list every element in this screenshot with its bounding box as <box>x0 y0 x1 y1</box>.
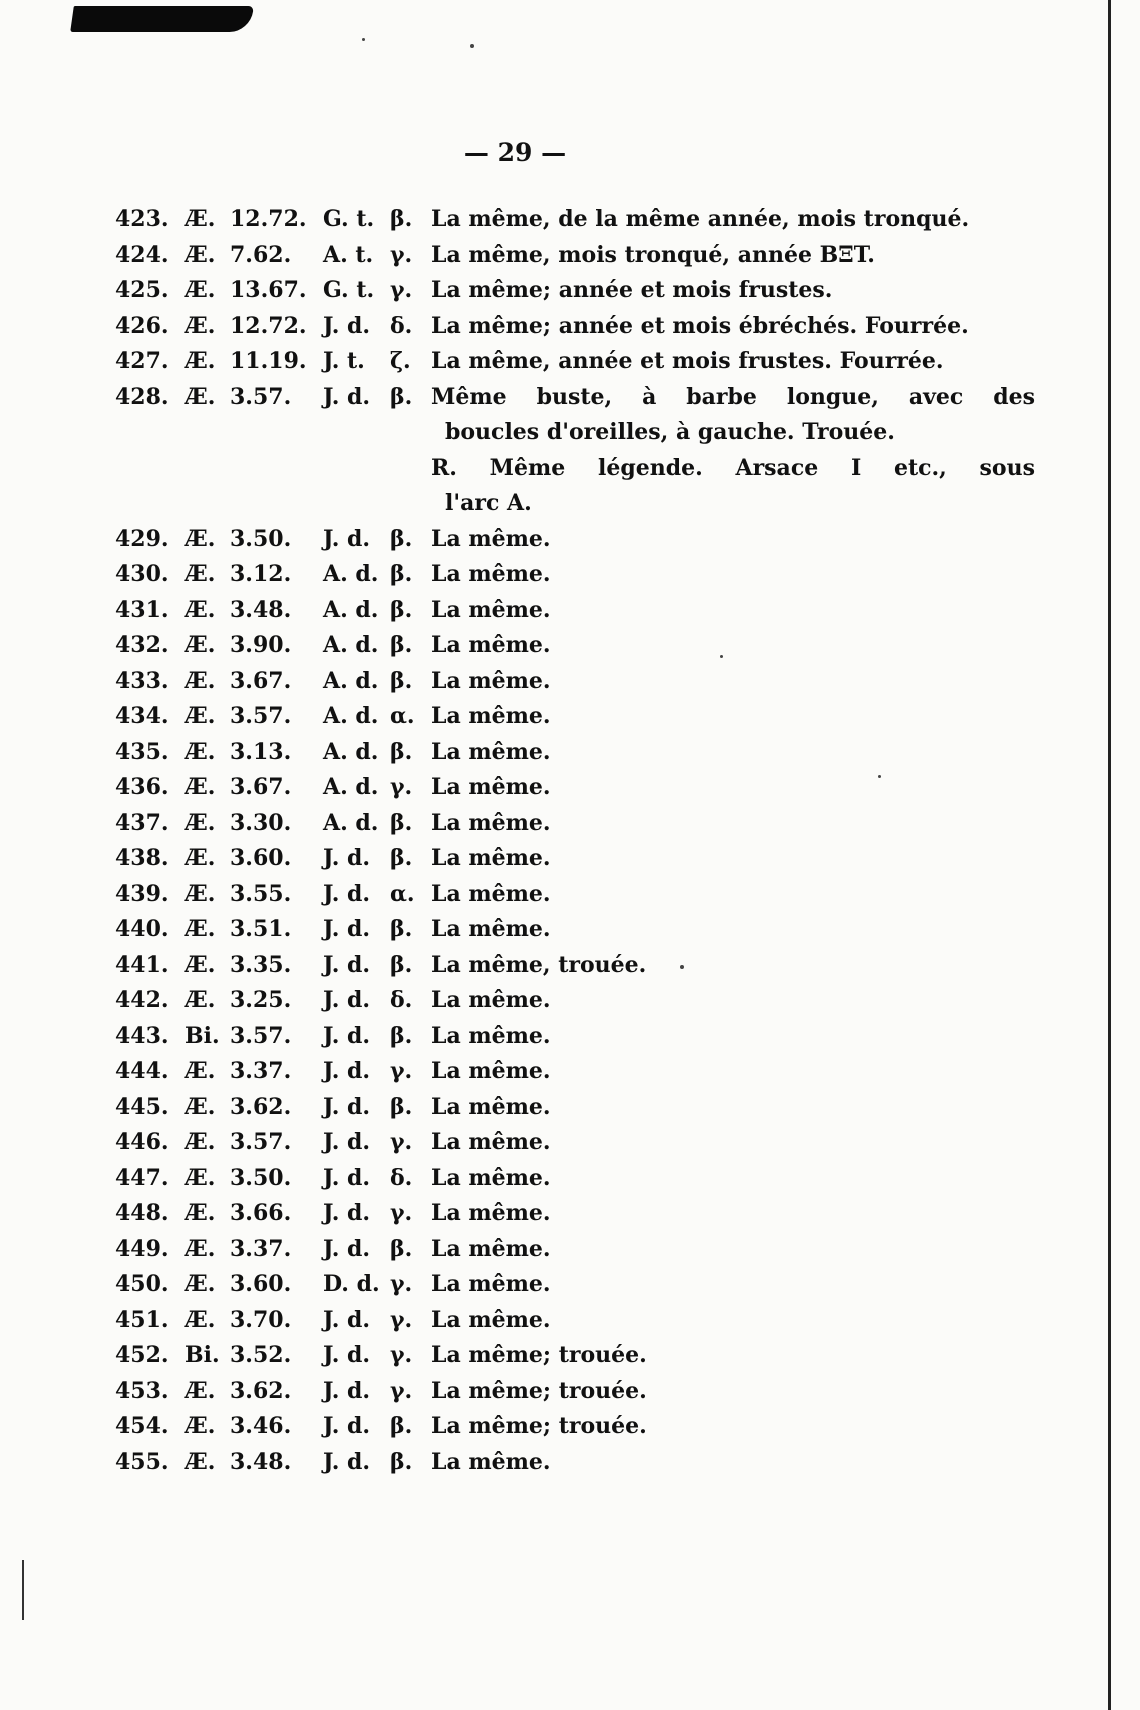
entry-symbol: β. <box>390 561 413 587</box>
entry-weight: 3.37. <box>230 1235 292 1262</box>
page-number: — 29 — <box>463 138 567 167</box>
entry-number: 438. <box>115 845 169 871</box>
entry-428-continuation <box>115 415 1035 451</box>
entry-description: La même; année et mois ébréchés. Fourrée. <box>431 312 969 339</box>
entry-finish: J. d. <box>323 1413 371 1439</box>
entry-number: 442. <box>115 987 169 1013</box>
entry-description: La même. <box>431 703 551 729</box>
entry-finish: J. d. <box>323 1058 371 1084</box>
entry-metal: Bi. <box>185 1342 220 1368</box>
entry-finish: D. d. <box>323 1271 380 1297</box>
continuation-line: boucles d'oreilles, à gauche. Trouée. <box>445 419 895 445</box>
entry-metal: Æ. <box>185 632 216 658</box>
entry-number: 446. <box>115 1129 169 1155</box>
entry-number: 447. <box>115 1164 169 1191</box>
entry-description: La même, trouée. <box>431 951 647 978</box>
entry-description: La même. <box>431 632 551 658</box>
entry-439 <box>115 877 1035 913</box>
entry-number: 427. <box>115 348 169 374</box>
entry-symbol: δ. <box>390 1164 413 1191</box>
entry-metal: Æ. <box>185 845 216 871</box>
entry-427 <box>115 344 1035 380</box>
word: I <box>850 454 862 481</box>
entry-symbol: β. <box>390 596 413 623</box>
entry-finish: J. d. <box>323 383 371 410</box>
entry-finish: J. d. <box>323 1200 371 1226</box>
entry-symbol: γ. <box>390 277 413 303</box>
entry-weight: 3.25. <box>230 987 292 1013</box>
entry-440 <box>115 912 1035 948</box>
entry-symbol: α. <box>390 703 415 729</box>
entry-number: 430. <box>115 561 169 587</box>
entry-weight: 3.55. <box>230 880 292 907</box>
entry-symbol: β. <box>390 667 413 694</box>
entry-weight: 3.60. <box>230 845 292 871</box>
word: à <box>642 383 657 410</box>
word: Même <box>489 454 566 481</box>
entry-finish: J. d. <box>323 1377 371 1404</box>
entry-number: 450. <box>115 1271 169 1297</box>
entry-448 <box>115 1196 1035 1232</box>
entry-description: La même; trouée. <box>431 1377 647 1404</box>
entry-symbol: β. <box>390 1448 413 1475</box>
entry-number: 444. <box>115 1058 169 1084</box>
entry-description: La même. <box>431 916 551 942</box>
entry-finish: A. d. <box>323 738 379 765</box>
entry-446 <box>115 1125 1035 1161</box>
entry-weight: 3.52. <box>230 1342 292 1368</box>
margin-mark <box>22 1560 24 1620</box>
entry-symbol: δ. <box>390 987 413 1013</box>
entry-symbol: β. <box>390 1022 413 1049</box>
entry-weight: 13.67. <box>230 277 307 303</box>
entry-metal: Æ. <box>185 1093 216 1120</box>
entry-number: 423. <box>115 206 169 232</box>
entry-metal: Æ. <box>185 1058 216 1084</box>
entry-description: La même. <box>431 1058 551 1084</box>
entry-metal: Æ. <box>185 738 216 765</box>
entry-weight: 3.62. <box>230 1377 292 1404</box>
entry-symbol: β. <box>390 1413 413 1439</box>
entry-symbol: β. <box>390 1093 413 1120</box>
entry-symbol: γ. <box>390 1342 413 1368</box>
entry-number: 451. <box>115 1306 169 1333</box>
entry-metal: Æ. <box>185 596 216 623</box>
entry-finish: J. d. <box>323 916 371 942</box>
speck <box>362 38 365 41</box>
entry-weight: 3.90. <box>230 632 292 658</box>
entry-symbol: α. <box>390 880 415 907</box>
entry-weight: 3.51. <box>230 916 292 942</box>
entry-432 <box>115 628 1035 664</box>
entry-number: 448. <box>115 1200 169 1226</box>
entry-finish: A. d. <box>323 561 379 587</box>
entry-finish: G. t. <box>323 277 375 303</box>
entry-symbol: β. <box>390 845 413 871</box>
entry-metal: Æ. <box>185 951 216 978</box>
entry-weight: 3.50. <box>230 525 292 552</box>
entry-weight: 3.57. <box>230 1129 292 1155</box>
reverse-description <box>431 451 1035 487</box>
entry-428 <box>115 380 1035 416</box>
entry-description: La même. <box>431 1271 551 1297</box>
entry-description: La même. <box>431 738 551 765</box>
entry-number: 434. <box>115 703 169 729</box>
entry-metal: Æ. <box>185 987 216 1013</box>
entry-metal: Æ. <box>185 1271 216 1297</box>
word: buste, <box>536 383 613 410</box>
entry-number: 455. <box>115 1448 169 1475</box>
page-edge-border <box>1108 0 1114 1710</box>
entry-finish: A. t. <box>323 241 374 268</box>
entry-finish: J. d. <box>323 1342 371 1368</box>
entry-metal: Æ. <box>185 1448 216 1475</box>
entry-description: La même. <box>431 809 551 836</box>
entry-weight: 3.48. <box>230 1448 292 1475</box>
entry-finish: A. d. <box>323 703 379 729</box>
entry-description: La même. <box>431 1306 551 1333</box>
entry-symbol: ζ. <box>390 348 411 374</box>
entry-description: La même, année et mois frustes. Fourrée. <box>431 348 944 374</box>
entry-number: 424. <box>115 241 169 268</box>
entry-finish: J. d. <box>323 1448 371 1475</box>
entry-weight: 3.35. <box>230 951 292 978</box>
entry-symbol: γ. <box>390 241 413 268</box>
word: barbe <box>686 383 757 410</box>
entry-symbol: β. <box>390 1235 413 1262</box>
word: Même <box>431 383 507 410</box>
entry-symbol: β. <box>390 916 413 942</box>
continuation-line: l'arc A. <box>445 490 532 516</box>
entry-426 <box>115 309 1035 345</box>
entry-description: La même. <box>431 845 551 871</box>
entry-metal: Æ. <box>185 1413 216 1439</box>
entry-metal: Æ. <box>185 348 216 374</box>
entry-metal: Æ. <box>185 667 216 694</box>
entry-number: 429. <box>115 525 169 552</box>
entry-number: 445. <box>115 1093 169 1120</box>
catalogue-entries <box>115 202 1035 1480</box>
entry-number: 439. <box>115 880 169 907</box>
entry-metal: Æ. <box>185 1306 216 1333</box>
entry-description: La même; année et mois frustes. <box>431 277 833 303</box>
entry-description: La même. <box>431 1448 551 1475</box>
entry-weight: 3.57. <box>230 383 292 410</box>
entry-symbol: β. <box>390 525 413 552</box>
entry-finish: J. d. <box>323 1164 371 1191</box>
entry-metal: Æ. <box>185 1129 216 1155</box>
entry-finish: J. d. <box>323 525 371 552</box>
entry-finish: J. d. <box>323 1306 371 1333</box>
entry-metal: Æ. <box>185 525 216 552</box>
entry-metal: Æ. <box>185 1377 216 1404</box>
word: sous <box>979 454 1035 481</box>
entry-454 <box>115 1409 1035 1445</box>
entry-finish: J. d. <box>323 1093 371 1120</box>
speck <box>470 44 474 48</box>
ink-blot <box>70 6 254 32</box>
entry-447 <box>115 1161 1035 1197</box>
entry-list <box>115 522 1035 1481</box>
entry-424 <box>115 238 1035 274</box>
entry-451 <box>115 1303 1035 1339</box>
entry-423 <box>115 202 1035 238</box>
entry-metal: Æ. <box>185 277 216 303</box>
entry-description: La même. <box>431 987 551 1013</box>
entry-441 <box>115 948 1035 984</box>
entry-weight: 3.12. <box>230 561 292 587</box>
entry-number: 443. <box>115 1022 169 1049</box>
entry-weight: 3.37. <box>230 1058 292 1084</box>
entry-metal: Æ. <box>185 206 216 232</box>
entry-description: La même, mois tronqué, année BΞT. <box>431 241 875 268</box>
entry-428-continuation <box>115 486 1035 522</box>
entry-description: La même. <box>431 1129 551 1155</box>
entry-finish: J. d. <box>323 845 371 871</box>
entry-430 <box>115 557 1035 593</box>
entry-445 <box>115 1090 1035 1126</box>
entry-weight: 3.67. <box>230 774 292 800</box>
entry-455 <box>115 1445 1035 1481</box>
entry-metal: Æ. <box>185 561 216 587</box>
entry-438 <box>115 841 1035 877</box>
entry-finish: A. d. <box>323 809 379 836</box>
entry-finish: A. d. <box>323 596 379 623</box>
entry-number: 425. <box>115 277 169 303</box>
word: etc., <box>893 454 947 481</box>
entry-symbol: δ. <box>390 312 413 339</box>
entry-finish: J. d. <box>323 312 371 339</box>
entry-weight: 3.57. <box>230 1022 292 1049</box>
word: des <box>993 383 1035 410</box>
entry-450 <box>115 1267 1035 1303</box>
entry-description: La même; trouée. <box>431 1413 647 1439</box>
word: avec <box>908 383 964 410</box>
entry-number: 428. <box>115 383 169 410</box>
entry-weight: 7.62. <box>230 241 292 268</box>
entry-435 <box>115 735 1035 771</box>
entry-description: La même. <box>431 1022 551 1049</box>
entry-symbol: β. <box>390 951 413 978</box>
entry-449 <box>115 1232 1035 1268</box>
entry-finish: J. d. <box>323 951 371 978</box>
entry-weight: 3.57. <box>230 703 292 729</box>
entry-number: 437. <box>115 809 169 836</box>
entry-description: La même. <box>431 1164 551 1191</box>
entry-description: La même. <box>431 525 551 552</box>
entry-number: 449. <box>115 1235 169 1262</box>
entry-metal: Æ. <box>185 1235 216 1262</box>
entry-description: La même. <box>431 1235 551 1262</box>
entry-finish: J. d. <box>323 1022 371 1049</box>
entry-number: 433. <box>115 667 169 694</box>
entry-description: La même. <box>431 667 551 694</box>
entry-453 <box>115 1374 1035 1410</box>
word: légende. <box>598 454 703 481</box>
entry-finish: G. t. <box>323 206 375 232</box>
entry-number: 453. <box>115 1377 169 1404</box>
entry-weight: 3.60. <box>230 1271 292 1297</box>
entry-number: 435. <box>115 738 169 765</box>
entry-symbol: γ. <box>390 1306 413 1333</box>
entry-metal: Æ. <box>185 880 216 907</box>
entry-description: La même, de la même année, mois tronqué. <box>431 206 970 232</box>
entry-weight: 3.46. <box>230 1413 292 1439</box>
word: R. <box>431 454 457 481</box>
entry-metal: Æ. <box>185 703 216 729</box>
entry-428-reverse <box>115 451 1035 487</box>
entry-429 <box>115 522 1035 558</box>
entry-description: La même. <box>431 880 551 907</box>
entry-finish: A. d. <box>323 774 379 800</box>
entry-description: La même. <box>431 596 551 623</box>
entry-number: 436. <box>115 774 169 800</box>
entry-434 <box>115 699 1035 735</box>
entry-431 <box>115 593 1035 629</box>
entry-metal: Bi. <box>185 1022 220 1049</box>
entry-metal: Æ. <box>185 1200 216 1226</box>
entry-436 <box>115 770 1035 806</box>
entry-weight: 3.50. <box>230 1164 292 1191</box>
entry-weight: 3.67. <box>230 667 292 694</box>
entry-description: La même; trouée. <box>431 1342 647 1368</box>
entry-number: 454. <box>115 1413 169 1439</box>
entry-425 <box>115 273 1035 309</box>
entry-symbol: γ. <box>390 1377 413 1404</box>
entry-metal: Æ. <box>185 383 216 410</box>
entry-symbol: γ. <box>390 1058 413 1084</box>
entry-437 <box>115 806 1035 842</box>
entry-finish: A. d. <box>323 632 379 658</box>
entry-finish: J. d. <box>323 1129 371 1155</box>
entry-description: La même. <box>431 774 551 800</box>
entry-number: 431. <box>115 596 169 623</box>
entry-443 <box>115 1019 1035 1055</box>
entry-weight: 3.48. <box>230 596 292 623</box>
word: longue, <box>786 383 879 410</box>
entry-symbol: γ. <box>390 774 413 800</box>
entry-number: 440. <box>115 916 169 942</box>
entry-finish: J. d. <box>323 880 371 907</box>
entry-number: 452. <box>115 1342 169 1368</box>
entry-finish: J. d. <box>323 987 371 1013</box>
entry-433 <box>115 664 1035 700</box>
entry-metal: Æ. <box>185 916 216 942</box>
entry-description: La même. <box>431 1093 551 1120</box>
entry-number: 441. <box>115 951 169 978</box>
entry-symbol: β. <box>390 206 413 232</box>
entry-symbol: γ. <box>390 1200 413 1226</box>
entry-weight: 3.66. <box>230 1200 292 1226</box>
word: Arsace <box>735 454 819 481</box>
entry-metal: Æ. <box>185 241 216 268</box>
entry-symbol: β. <box>390 632 413 658</box>
entry-weight: 12.72. <box>230 206 307 232</box>
entry-finish: A. d. <box>323 667 379 694</box>
entry-weight: 3.62. <box>230 1093 292 1120</box>
entry-symbol: γ. <box>390 1271 413 1297</box>
entry-description: La même. <box>431 561 551 587</box>
entry-symbol: β. <box>390 383 413 410</box>
entry-metal: Æ. <box>185 312 216 339</box>
entry-444 <box>115 1054 1035 1090</box>
entry-weight: 3.30. <box>230 809 292 836</box>
entry-weight: 12.72. <box>230 312 307 339</box>
entry-number: 426. <box>115 312 169 339</box>
entry-description <box>431 380 1035 416</box>
entry-weight: 3.13. <box>230 738 292 765</box>
entry-finish: J. t. <box>323 348 365 374</box>
entry-metal: Æ. <box>185 774 216 800</box>
entry-symbol: γ. <box>390 1129 413 1155</box>
entry-weight: 11.19. <box>230 348 307 374</box>
entry-452 <box>115 1338 1035 1374</box>
entry-finish: J. d. <box>323 1235 371 1262</box>
entry-metal: Æ. <box>185 809 216 836</box>
entry-weight: 3.70. <box>230 1306 292 1333</box>
entry-description: La même. <box>431 1200 551 1226</box>
entry-number: 432. <box>115 632 169 658</box>
entry-symbol: β. <box>390 738 413 765</box>
entry-442 <box>115 983 1035 1019</box>
entry-metal: Æ. <box>185 1164 216 1191</box>
entry-symbol: β. <box>390 809 413 836</box>
